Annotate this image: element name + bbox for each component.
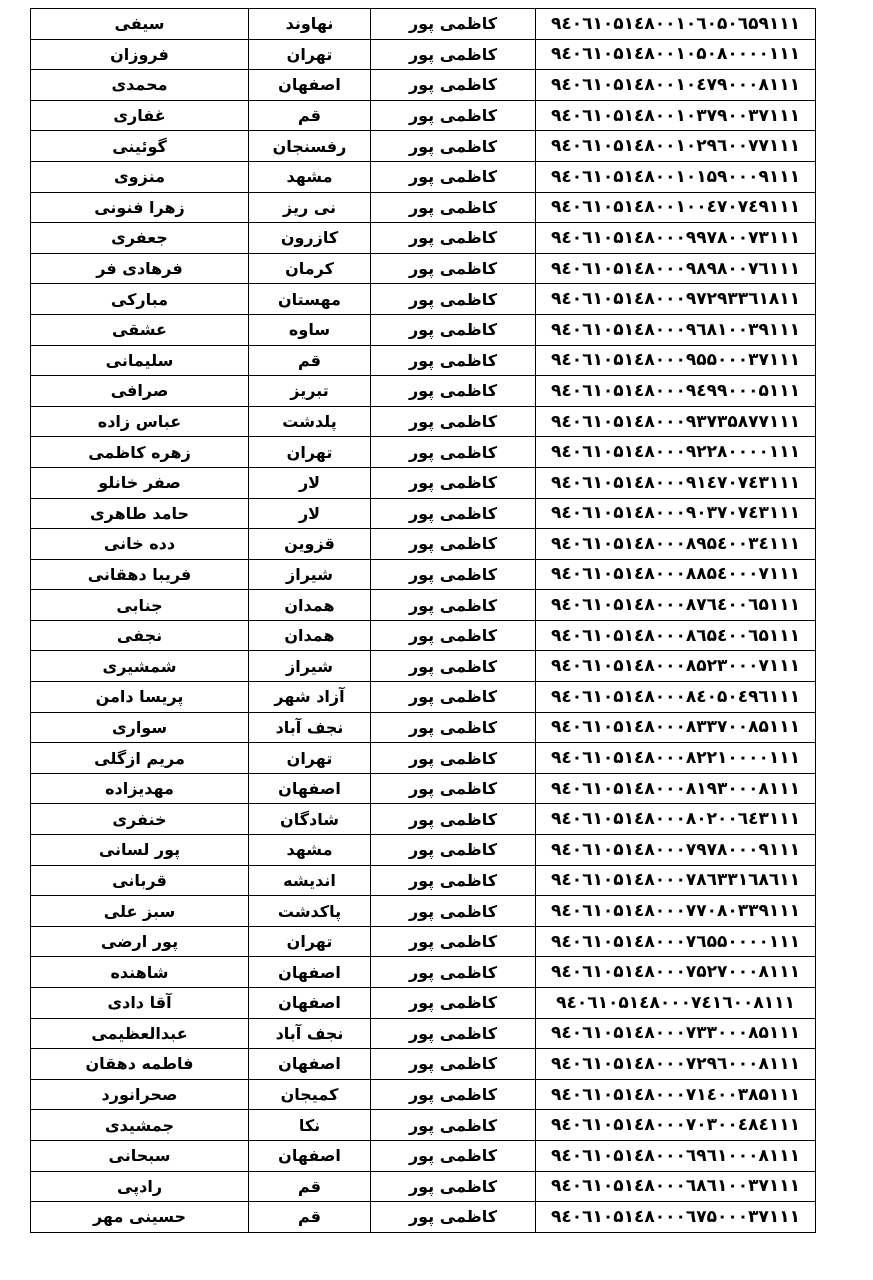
- agent-name-cell: کاظمی پور: [371, 712, 536, 743]
- table-row: [31, 284, 816, 315]
- table-row: [31, 437, 816, 468]
- city-cell: تهران: [249, 926, 371, 957]
- person-name-cell: زهره کاظمی: [31, 437, 249, 468]
- id-number-cell: ۹٤۰٦۱۰۵۱٤۸۰۰۰٦۹٦۱۰۰۰۸۱۱۱: [536, 1140, 816, 1171]
- table-row: [31, 712, 816, 743]
- city-cell: تهران: [249, 743, 371, 774]
- agent-name-cell: کاظمی پور: [371, 865, 536, 896]
- id-number-cell: ۹٤۰٦۱۰۵۱٤۸۰۰۱۰٦۰۵۰٦۵۹۱۱۱: [536, 9, 816, 40]
- agent-name-cell: کاظمی پور: [371, 896, 536, 927]
- city-cell: قم: [249, 345, 371, 376]
- city-cell: آزاد شهر: [249, 682, 371, 713]
- agent-name-cell: کاظمی پور: [371, 957, 536, 988]
- table-row: [31, 957, 816, 988]
- id-number-cell: ۹٤۰٦۱۰۵۱٤۸۰۰۱۰۵۰۸۰۰۰۰۱۱۱: [536, 39, 816, 70]
- table-row: [31, 314, 816, 345]
- city-cell: نجف آباد: [249, 712, 371, 743]
- agent-name-cell: کاظمی پور: [371, 988, 536, 1019]
- city-cell: نجف آباد: [249, 1018, 371, 1049]
- table-row: [31, 651, 816, 682]
- person-name-cell: پور لسانی: [31, 835, 249, 866]
- table-row: [31, 161, 816, 192]
- records-table: [30, 8, 816, 1233]
- person-name-cell: شمشیری: [31, 651, 249, 682]
- person-name-cell: شاهنده: [31, 957, 249, 988]
- agent-name-cell: کاظمی پور: [371, 406, 536, 437]
- agent-name-cell: کاظمی پور: [371, 131, 536, 162]
- agent-name-cell: کاظمی پور: [371, 682, 536, 713]
- city-cell: مهستان: [249, 284, 371, 315]
- id-number-cell: ۹٤۰٦۱۰۵۱٤۸۰۰۰۸۵۲۳۰۰۰۷۱۱۱: [536, 651, 816, 682]
- id-number-cell: ۹٤۰٦۱۰۵۱٤۸۰۰۰۷۵۲۷۰۰۰۸۱۱۱: [536, 957, 816, 988]
- table-row: [31, 926, 816, 957]
- person-name-cell: منزوی: [31, 161, 249, 192]
- id-number-cell: ۹٤۰٦۱۰۵۱٤۸۰۰۰۷۹۷۸۰۰۰۹۱۱۱: [536, 835, 816, 866]
- person-name-cell: دده خانی: [31, 529, 249, 560]
- table-row: [31, 192, 816, 223]
- city-cell: تهران: [249, 39, 371, 70]
- table-row: [31, 39, 816, 70]
- id-number-cell: ۹٤۰٦۱۰۵۱٤۸۰۰۰۸۳۳۷۰۰۸۵۱۱۱: [536, 712, 816, 743]
- person-name-cell: فاطمه دهقان: [31, 1049, 249, 1080]
- city-cell: نی ریز: [249, 192, 371, 223]
- person-name-cell: صحرانورد: [31, 1079, 249, 1110]
- city-cell: پلدشت: [249, 406, 371, 437]
- id-number-cell: ۹٤۰٦۱۰۵۱٤۸۰۰۰۸٦۵٤۰۰٦۵۱۱۱: [536, 620, 816, 651]
- table-row: [31, 1140, 816, 1171]
- agent-name-cell: کاظمی پور: [371, 743, 536, 774]
- agent-name-cell: کاظمی پور: [371, 773, 536, 804]
- table-row: [31, 100, 816, 131]
- person-name-cell: فریبا دهقانی: [31, 559, 249, 590]
- table-row: [31, 345, 816, 376]
- person-name-cell: صفر خانلو: [31, 467, 249, 498]
- id-number-cell: ۹٤۰٦۱۰۵۱٤۸۰۰۰٦۷۵۰۰۰۳۷۱۱۱: [536, 1202, 816, 1233]
- id-number-cell: ۹٤۰٦۱۰۵۱٤۸۰۰۰۹٦۸۱۰۰۳۹۱۱۱: [536, 314, 816, 345]
- id-number-cell: ۹٤۰٦۱۰۵۱٤۸۰۰۰۸۲۲۱۰۰۰۰۱۱۱: [536, 743, 816, 774]
- person-name-cell: صرافی: [31, 376, 249, 407]
- person-name-cell: قربانی: [31, 865, 249, 896]
- agent-name-cell: کاظمی پور: [371, 253, 536, 284]
- agent-name-cell: کاظمی پور: [371, 223, 536, 254]
- city-cell: کازرون: [249, 223, 371, 254]
- city-cell: لار: [249, 498, 371, 529]
- id-number-cell: ۹٤۰٦۱۰۵۱٤۸۰۰۰۹۰۳۷۰۷٤۳۱۱۱: [536, 498, 816, 529]
- city-cell: تبریز: [249, 376, 371, 407]
- table-row: [31, 1110, 816, 1141]
- agent-name-cell: کاظمی پور: [371, 529, 536, 560]
- city-cell: لار: [249, 467, 371, 498]
- city-cell: رفسنجان: [249, 131, 371, 162]
- id-number-cell: ۹٤۰٦۱۰۵۱٤۸۰۰۰۷۰۳۰۰٤۸٤۱۱۱: [536, 1110, 816, 1141]
- agent-name-cell: کاظمی پور: [371, 437, 536, 468]
- id-number-cell: ۹٤۰٦۱۰۵۱٤۸۰۰۱۰۳۷۹۰۰۳۷۱۱۱: [536, 100, 816, 131]
- person-name-cell: جنابی: [31, 590, 249, 621]
- table-row: [31, 529, 816, 560]
- table-row: [31, 896, 816, 927]
- table-row: [31, 406, 816, 437]
- id-number-cell: ۹٤۰٦۱۰۵۱٤۸۰۰۰۷۱٤۰۰۳۸۵۱۱۱: [536, 1079, 816, 1110]
- city-cell: پاکدشت: [249, 896, 371, 927]
- id-number-cell: ۹٤۰٦۱۰۵۱٤۸۰۰۰۸۱۹۳۰۰۰۸۱۱۱: [536, 773, 816, 804]
- city-cell: مشهد: [249, 161, 371, 192]
- person-name-cell: عباس زاده: [31, 406, 249, 437]
- person-name-cell: حسینی مهر: [31, 1202, 249, 1233]
- id-number-cell: ۹٤۰٦۱۰۵۱٤۸۰۰۰۹۷۲۹۳۳٦۱۸۱۱: [536, 284, 816, 315]
- id-number-cell: ۹٤۰٦۱۰۵۱٤۸۰۰۰۸۸۵٤۰۰۰۷۱۱۱: [536, 559, 816, 590]
- person-name-cell: مریم ازگلی: [31, 743, 249, 774]
- city-cell: شیراز: [249, 559, 371, 590]
- person-name-cell: آقا دادی: [31, 988, 249, 1019]
- document-sheet: [30, 8, 816, 1233]
- city-cell: اندیشه: [249, 865, 371, 896]
- id-number-cell: ۹٤۰٦۱۰۵۱٤۸۰۰۰۹۹۷۸۰۰۷۳۱۱۱: [536, 223, 816, 254]
- table-row: [31, 223, 816, 254]
- id-number-cell: ۹٤۰٦۱۰۵۱٤۸۰۰۰۷۲۹٦۰۰۰۸۱۱۱: [536, 1049, 816, 1080]
- id-number-cell: ۹٤۰٦۱۰۵۱٤۸۰۰۰٦۸٦۱۰۰۳۷۱۱۱: [536, 1171, 816, 1202]
- agent-name-cell: کاظمی پور: [371, 590, 536, 621]
- person-name-cell: مبارکی: [31, 284, 249, 315]
- id-number-cell: ۹٤۰٦۱۰۵۱٤۸۰۰۰۸٤۰۵۰٤۹٦۱۱۱: [536, 682, 816, 713]
- agent-name-cell: کاظمی پور: [371, 1140, 536, 1171]
- agent-name-cell: کاظمی پور: [371, 345, 536, 376]
- city-cell: نکا: [249, 1110, 371, 1141]
- agent-name-cell: کاظمی پور: [371, 192, 536, 223]
- city-cell: قم: [249, 1171, 371, 1202]
- id-number-cell: ۹٤۰٦۱۰۵۱٤۸۰۰۰۸۰۲۰۰٦٤۳۱۱۱: [536, 804, 816, 835]
- agent-name-cell: کاظمی پور: [371, 1110, 536, 1141]
- agent-name-cell: کاظمی پور: [371, 559, 536, 590]
- agent-name-cell: کاظمی پور: [371, 284, 536, 315]
- city-cell: اصفهان: [249, 957, 371, 988]
- city-cell: کمیجان: [249, 1079, 371, 1110]
- id-number-cell: ۹٤۰٦۱۰۵۱٤۸۰۰۰۹۳۷۳۵۸۷۷۱۱۱: [536, 406, 816, 437]
- table-row: [31, 682, 816, 713]
- person-name-cell: پور ارضی: [31, 926, 249, 957]
- person-name-cell: سبحانی: [31, 1140, 249, 1171]
- person-name-cell: جمشیدی: [31, 1110, 249, 1141]
- city-cell: همدان: [249, 620, 371, 651]
- id-number-cell: ۹٤۰٦۱۰۵۱٤۸۰۰۰۷۳۳۰۰۰۸۵۱۱۱: [536, 1018, 816, 1049]
- id-number-cell: ۹٤۰٦۱۰۵۱٤۸۰۰۱۰۰٤۷۰۷٤۹۱۱۱: [536, 192, 816, 223]
- table-row: [31, 988, 816, 1019]
- agent-name-cell: کاظمی پور: [371, 1018, 536, 1049]
- person-name-cell: سبز علی: [31, 896, 249, 927]
- person-name-cell: فروزان: [31, 39, 249, 70]
- table-row: [31, 1079, 816, 1110]
- city-cell: اصفهان: [249, 1140, 371, 1171]
- agent-name-cell: کاظمی پور: [371, 926, 536, 957]
- city-cell: اصفهان: [249, 988, 371, 1019]
- person-name-cell: نجفی: [31, 620, 249, 651]
- id-number-cell: ۹٤۰٦۱۰۵۱٤۸۰۰۰۷۸٦۳۳۱٦۸٦۱۱: [536, 865, 816, 896]
- city-cell: قم: [249, 1202, 371, 1233]
- city-cell: ساوه: [249, 314, 371, 345]
- person-name-cell: مهدیزاده: [31, 773, 249, 804]
- agent-name-cell: کاظمی پور: [371, 1202, 536, 1233]
- person-name-cell: زهرا فنونی: [31, 192, 249, 223]
- person-name-cell: غفاری: [31, 100, 249, 131]
- id-number-cell: ۹٤۰٦۱۰۵۱٤۸۰۰۰۹۵۵۰۰۰۳۷۱۱۱: [536, 345, 816, 376]
- table-row: [31, 835, 816, 866]
- person-name-cell: سلیمانی: [31, 345, 249, 376]
- table-row: [31, 131, 816, 162]
- agent-name-cell: کاظمی پور: [371, 804, 536, 835]
- agent-name-cell: کاظمی پور: [371, 651, 536, 682]
- person-name-cell: حامد طاهری: [31, 498, 249, 529]
- table-row: [31, 590, 816, 621]
- agent-name-cell: کاظمی پور: [371, 620, 536, 651]
- person-name-cell: سواری: [31, 712, 249, 743]
- person-name-cell: گوئینی: [31, 131, 249, 162]
- id-number-cell: ۹٤۰٦۱۰۵۱٤۸۰۰۰۹۱٤۷۰۷٤۳۱۱۱: [536, 467, 816, 498]
- person-name-cell: جعفری: [31, 223, 249, 254]
- table-row: [31, 9, 816, 40]
- person-name-cell: خنفری: [31, 804, 249, 835]
- table-row: [31, 559, 816, 590]
- table-row: [31, 865, 816, 896]
- person-name-cell: محمدی: [31, 70, 249, 101]
- id-number-cell: ۹٤۰٦۱۰۵۱٤۸۰۰۰۹٤۹۹۰۰۰۵۱۱۱: [536, 376, 816, 407]
- id-number-cell: ۹٤۰٦۱۰۵۱٤۸۰۰۰۷٦۵۵۰۰۰۰۱۱۱: [536, 926, 816, 957]
- agent-name-cell: کاظمی پور: [371, 100, 536, 131]
- agent-name-cell: کاظمی پور: [371, 314, 536, 345]
- city-cell: قزوین: [249, 529, 371, 560]
- city-cell: قم: [249, 100, 371, 131]
- person-name-cell: رادپی: [31, 1171, 249, 1202]
- table-row: [31, 1049, 816, 1080]
- records-table-body: [31, 9, 816, 1233]
- table-row: [31, 376, 816, 407]
- agent-name-cell: کاظمی پور: [371, 498, 536, 529]
- person-name-cell: سیفی: [31, 9, 249, 40]
- city-cell: همدان: [249, 590, 371, 621]
- id-number-cell: ۹٤۰٦۱۰۵۱٤۸۰۰۱۰۲۹٦۰۰۷۷۱۱۱: [536, 131, 816, 162]
- city-cell: مشهد: [249, 835, 371, 866]
- table-row: [31, 498, 816, 529]
- table-row: [31, 1018, 816, 1049]
- table-row: [31, 1202, 816, 1233]
- agent-name-cell: کاظمی پور: [371, 376, 536, 407]
- table-row: [31, 743, 816, 774]
- id-number-cell: ۹٤۰٦۱۰۵۱٤۸۰۰۰۹۸۹۸۰۰۷٦۱۱۱: [536, 253, 816, 284]
- table-row: [31, 253, 816, 284]
- city-cell: کرمان: [249, 253, 371, 284]
- agent-name-cell: کاظمی پور: [371, 161, 536, 192]
- agent-name-cell: کاظمی پور: [371, 835, 536, 866]
- city-cell: نهاوند: [249, 9, 371, 40]
- agent-name-cell: کاظمی پور: [371, 467, 536, 498]
- table-row: [31, 1171, 816, 1202]
- id-number-cell: ۹٤۰٦۱۰۵۱٤۸۰۰۱۰۱۵۹۰۰۰۹۱۱۱: [536, 161, 816, 192]
- table-row: [31, 467, 816, 498]
- table-row: [31, 773, 816, 804]
- person-name-cell: عشقی: [31, 314, 249, 345]
- city-cell: شادگان: [249, 804, 371, 835]
- agent-name-cell: کاظمی پور: [371, 9, 536, 40]
- agent-name-cell: کاظمی پور: [371, 1049, 536, 1080]
- city-cell: تهران: [249, 437, 371, 468]
- table-row: [31, 620, 816, 651]
- agent-name-cell: کاظمی پور: [371, 1171, 536, 1202]
- agent-name-cell: کاظمی پور: [371, 70, 536, 101]
- person-name-cell: فرهادی فر: [31, 253, 249, 284]
- table-row: [31, 70, 816, 101]
- city-cell: اصفهان: [249, 1049, 371, 1080]
- city-cell: شیراز: [249, 651, 371, 682]
- id-number-cell: ۹٤۰٦۱۰۵۱٤۸۰۰۰۸۷٦٤۰۰٦۵۱۱۱: [536, 590, 816, 621]
- id-number-cell: ۹٤۰٦۱۰۵۱٤۸۰۰۰۷٤۱٦۰۰۸۱۱۱: [536, 988, 816, 1019]
- table-row: [31, 804, 816, 835]
- person-name-cell: پریسا دامن: [31, 682, 249, 713]
- id-number-cell: ۹٤۰٦۱۰۵۱٤۸۰۰۰۹۲۲۸۰۰۰۰۱۱۱: [536, 437, 816, 468]
- city-cell: اصفهان: [249, 70, 371, 101]
- id-number-cell: ۹٤۰٦۱۰۵۱٤۸۰۰۰۸۹۵٤۰۰۳٤۱۱۱: [536, 529, 816, 560]
- agent-name-cell: کاظمی پور: [371, 1079, 536, 1110]
- person-name-cell: عبدالعظیمی: [31, 1018, 249, 1049]
- id-number-cell: ۹٤۰٦۱۰۵۱٤۸۰۰۰۷۷۰۸۰۳۳۹۱۱۱: [536, 896, 816, 927]
- city-cell: اصفهان: [249, 773, 371, 804]
- agent-name-cell: کاظمی پور: [371, 39, 536, 70]
- id-number-cell: ۹٤۰٦۱۰۵۱٤۸۰۰۱۰٤۷۹۰۰۰۸۱۱۱: [536, 70, 816, 101]
